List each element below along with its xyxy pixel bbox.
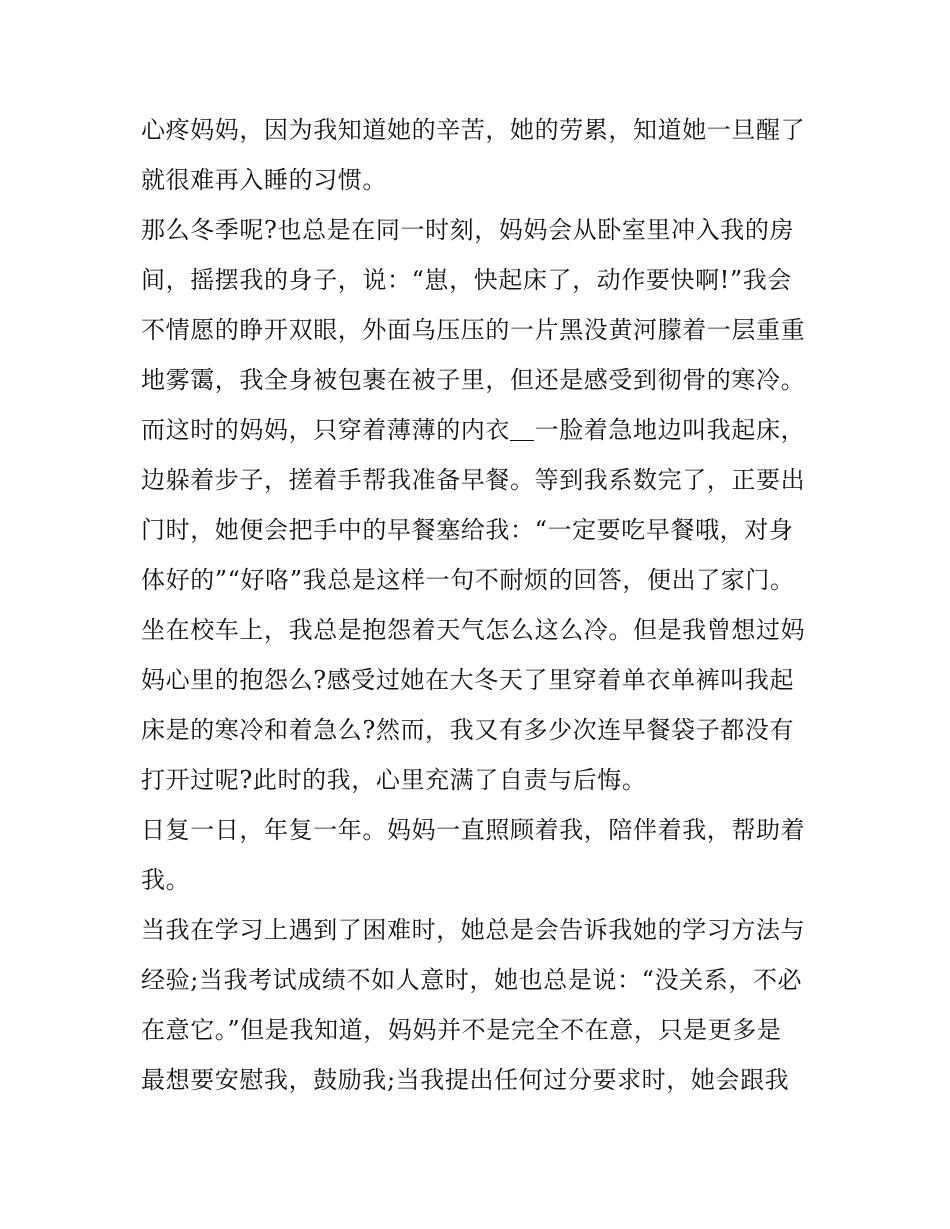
text-line: 日复一日，年复一年。妈妈一直照顾着我，陪伴着我，帮助着: [141, 816, 806, 844]
text-line: 那么冬季呢?也总是在同一时刻，妈妈会从卧室里冲入我的房: [141, 216, 795, 244]
text-line: 门时，她便会把手中的早餐塞给我：“一定要吃早餐哦，对身: [141, 516, 794, 544]
text-line: 体好的”“好咯”我总是这样一句不耐烦的回答，便出了家门。: [141, 566, 795, 594]
text-line: 我。: [141, 866, 191, 894]
text-line: 坐在校车上，我总是抱怨着天气怎么这么冷。但是我曾想过妈: [141, 616, 806, 644]
text-line: 当我在学习上遇到了困难时，她总是会告诉我她的学习方法与: [141, 916, 806, 944]
text-line: 床是的寒冷和着急么?然而，我又有多少次连早餐袋子都没有: [141, 716, 795, 744]
text-line: 妈心里的抱怨么?感受过她在大冬天了里穿着单衣单裤叫我起: [141, 666, 795, 694]
text-line: 在意它。”但是我知道，妈妈并不是完全不在意，只是更多是: [141, 1016, 782, 1044]
text-line: 经验;当我考试成绩不如人意时，她也总是说：“没关系，不必: [141, 966, 803, 994]
text-line: 就很难再入睡的习惯。: [141, 166, 387, 194]
text-line: 边躲着步子，搓着手帮我准备早餐。等到我系数完了，正要出: [141, 466, 806, 494]
text-line: 打开过呢?此时的我，心里充满了自责与后悔。: [141, 766, 647, 794]
text-line: 最想要安慰我，鼓励我;当我提出任何过分要求时，她会跟我: [141, 1066, 790, 1094]
text-line: 而这时的妈妈，只穿着薄薄的内衣＿一脸着急地边叫我起床，: [141, 416, 806, 444]
text-line: 不情愿的睁开双眼，外面乌压压的一片黑没黄河朦着一层重重: [141, 316, 806, 344]
text-line: 地雾霭，我全身被包裹在被子里，但还是感受到彻骨的寒冷。: [141, 366, 806, 394]
text-line: 间，摇摆我的身子，说：“崽，快起床了，动作要快啊!”我会: [141, 266, 792, 294]
text-line: 心疼妈妈，因为我知道她的辛苦，她的劳累，知道她一旦醒了: [141, 116, 806, 144]
